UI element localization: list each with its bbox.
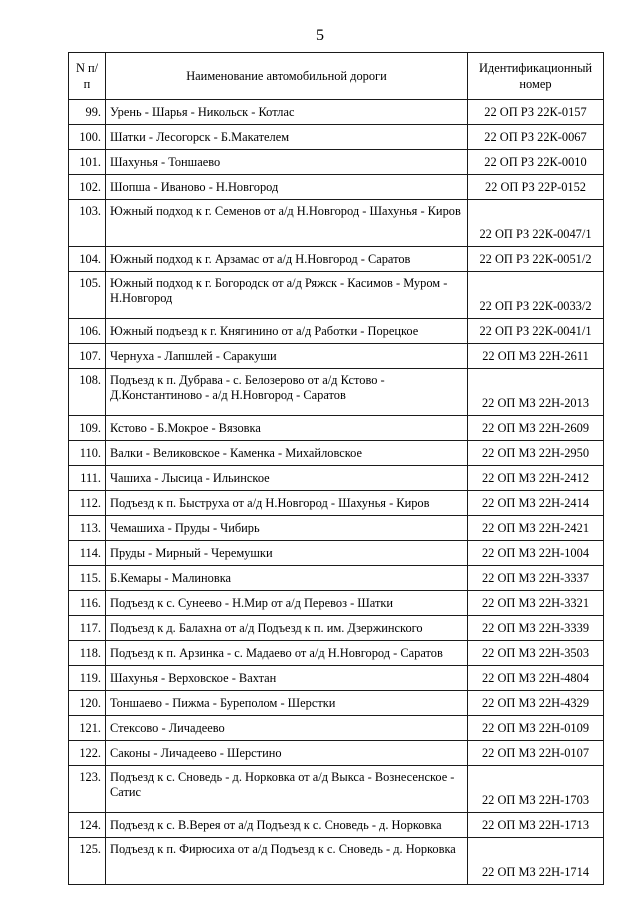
road-id: 22 ОП МЗ 22Н-3321 [468, 591, 604, 616]
header-name [106, 53, 468, 100]
row-number: 106. [69, 319, 106, 344]
road-name: Подъезд к п. Дубрава - с. Белозерово от а/д Кстово - Д.Константиново - а/д Н.Новгород - Саратов [106, 369, 468, 416]
road-name: Тоншаево - Пижма - Буреполом - Шерстки [106, 691, 468, 716]
road-name: Шопша - Иваново - Н.Новгород [106, 175, 468, 200]
table-row [69, 616, 604, 641]
table-row [69, 175, 604, 200]
road-id: 22 ОП РЗ 22К-0041/1 [468, 319, 604, 344]
table-row [69, 541, 604, 566]
road-name: Южный подход к г. Семенов от а/д Н.Новгород - Шахунья - Киров [106, 200, 468, 247]
road-id: 22 ОП МЗ 22Н-3339 [468, 616, 604, 641]
row-number: 105. [69, 272, 106, 319]
header-id-text: Идентификационный номер [478, 61, 593, 91]
table-row [69, 591, 604, 616]
table-row [69, 516, 604, 541]
row-number: 110. [69, 441, 106, 466]
road-name: Южный подъезд к г. Княгинино от а/д Работки - Порецкое [106, 319, 468, 344]
road-id: 22 ОП МЗ 22Н-0109 [468, 716, 604, 741]
table-row [69, 838, 604, 885]
row-number: 125. [69, 838, 106, 885]
road-id: 22 ОП РЗ 22К-0051/2 [468, 247, 604, 272]
table-row [69, 766, 604, 813]
road-name: Саконы - Личадеево - Шерстино [106, 741, 468, 766]
road-id: 22 ОП МЗ 22Н-0107 [468, 741, 604, 766]
row-number: 114. [69, 541, 106, 566]
road-name: Шахунья - Верховское - Вахтан [106, 666, 468, 691]
road-id: 22 ОП МЗ 22Н-4329 [468, 691, 604, 716]
row-number: 119. [69, 666, 106, 691]
road-id: 22 ОП РЗ 22К-0157 [468, 100, 604, 125]
row-number: 113. [69, 516, 106, 541]
row-number: 108. [69, 369, 106, 416]
header-id [468, 53, 604, 100]
row-number: 112. [69, 491, 106, 516]
road-name: Чемашиха - Пруды - Чибирь [106, 516, 468, 541]
row-number: 111. [69, 466, 106, 491]
road-id: 22 ОП МЗ 22Н-1713 [468, 813, 604, 838]
road-name: Стексово - Личадеево [106, 716, 468, 741]
road-name: Подъезд к п. Фирюсиха от а/д Подъезд к с. Сноведь - д. Норковка [106, 838, 468, 885]
table-header [69, 53, 604, 100]
table-row [69, 716, 604, 741]
road-id: 22 ОП МЗ 22Н-1004 [468, 541, 604, 566]
row-number: 99. [69, 100, 106, 125]
table-row [69, 691, 604, 716]
table-row [69, 566, 604, 591]
road-id: 22 ОП МЗ 22Н-2421 [468, 516, 604, 541]
road-id: 22 ОП МЗ 22Н-4804 [468, 666, 604, 691]
header-num [69, 53, 106, 100]
row-number: 118. [69, 641, 106, 666]
road-id: 22 ОП РЗ 22К-0033/2 [468, 272, 604, 319]
road-name: Подъезд к д. Балахна от а/д Подъезд к п. им. Дзержинского [106, 616, 468, 641]
row-number: 115. [69, 566, 106, 591]
road-name: Валки - Великовское - Каменка - Михайловское [106, 441, 468, 466]
road-name: Подъезд к п. Быструха от а/д Н.Новгород - Шахунья - Киров [106, 491, 468, 516]
road-id: 22 ОП РЗ 22К-0010 [468, 150, 604, 175]
road-id: 22 ОП РЗ 22К-0067 [468, 125, 604, 150]
road-name: Шахунья - Тоншаево [106, 150, 468, 175]
table-body [69, 100, 604, 885]
road-name: Пруды - Мирный - Черемушки [106, 541, 468, 566]
road-name: Б.Кемары - Малиновка [106, 566, 468, 591]
row-number: 120. [69, 691, 106, 716]
table-row [69, 150, 604, 175]
header-num-text: N п/п [75, 61, 99, 91]
road-name: Подъезд к с. В.Верея от а/д Подъезд к с. Сноведь - д. Норковка [106, 813, 468, 838]
road-name: Шатки - Лесогорск - Б.Макателем [106, 125, 468, 150]
road-id: 22 ОП МЗ 22Н-2609 [468, 416, 604, 441]
table-row [69, 272, 604, 319]
row-number: 124. [69, 813, 106, 838]
row-number: 101. [69, 150, 106, 175]
table-row [69, 491, 604, 516]
roads-table [68, 52, 604, 885]
table-row [69, 441, 604, 466]
table-row [69, 247, 604, 272]
table-row [69, 641, 604, 666]
road-name: Подъезд к с. Сунеево - Н.Мир от а/д Перевоз - Шатки [106, 591, 468, 616]
table-row [69, 369, 604, 416]
row-number: 103. [69, 200, 106, 247]
road-name: Подъезд к с. Сноведь - д. Норковка от а/д Выкса - Вознесенское - Сатис [106, 766, 468, 813]
road-name: Урень - Шарья - Никольск - Котлас [106, 100, 468, 125]
road-name: Чернуха - Лапшлей - Саракуши [106, 344, 468, 369]
row-number: 109. [69, 416, 106, 441]
row-number: 122. [69, 741, 106, 766]
road-id: 22 ОП МЗ 22Н-2950 [468, 441, 604, 466]
table-row [69, 741, 604, 766]
row-number: 104. [69, 247, 106, 272]
table-row [69, 319, 604, 344]
page-number: 5 [316, 27, 324, 44]
row-number: 117. [69, 616, 106, 641]
road-name: Подъезд к п. Арзинка - с. Мадаево от а/д Н.Новгород - Саратов [106, 641, 468, 666]
row-number: 121. [69, 716, 106, 741]
road-id: 22 ОП МЗ 22Н-1714 [468, 838, 604, 885]
row-number: 123. [69, 766, 106, 813]
road-id: 22 ОП МЗ 22Н-2414 [468, 491, 604, 516]
road-id: 22 ОП МЗ 22Н-1703 [468, 766, 604, 813]
table-row [69, 416, 604, 441]
table-row [69, 813, 604, 838]
table-row [69, 200, 604, 247]
row-number: 102. [69, 175, 106, 200]
road-name: Южный подход к г. Богородск от а/д Ряжск - Касимов - Муром - Н.Новгород [106, 272, 468, 319]
road-name: Кстово - Б.Мокрое - Вязовка [106, 416, 468, 441]
road-id: 22 ОП МЗ 22Н-2412 [468, 466, 604, 491]
road-id: 22 ОП РЗ 22К-0047/1 [468, 200, 604, 247]
table-row [69, 466, 604, 491]
table-row [69, 666, 604, 691]
road-id: 22 ОП МЗ 22Н-3337 [468, 566, 604, 591]
table-row [69, 344, 604, 369]
road-name: Чашиха - Лысица - Ильинское [106, 466, 468, 491]
table-row [69, 100, 604, 125]
road-name: Южный подход к г. Арзамас от а/д Н.Новгород - Саратов [106, 247, 468, 272]
road-id: 22 ОП МЗ 22Н-2611 [468, 344, 604, 369]
table-row [69, 125, 604, 150]
header-name-text: Наименование автомобильной дороги [186, 69, 387, 83]
row-number: 116. [69, 591, 106, 616]
row-number: 100. [69, 125, 106, 150]
road-id: 22 ОП МЗ 22Н-2013 [468, 369, 604, 416]
road-id: 22 ОП РЗ 22Р-0152 [468, 175, 604, 200]
row-number: 107. [69, 344, 106, 369]
road-id: 22 ОП МЗ 22Н-3503 [468, 641, 604, 666]
